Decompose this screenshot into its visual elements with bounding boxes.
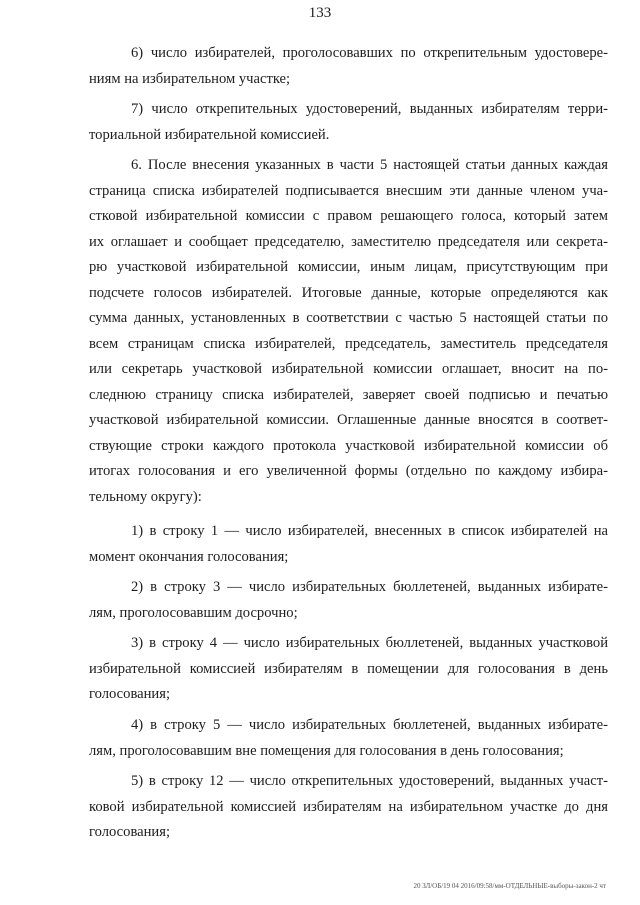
text-line: ниям на избирательном участке; — [89, 71, 291, 87]
text-line: тельному округу): — [89, 489, 202, 505]
text-line: сумма данных, установленных в соответствии с частью 5 настоящей статьи по — [89, 310, 608, 326]
text-line: подсчете голосов избирателей. Итоговые данные, которые определяются как — [89, 285, 608, 301]
text-line: 6) число избирателей, проголосовавших по открепительным удостовере- — [131, 45, 608, 61]
text-line: 4) в строку 5 — число избирательных бюллетеней, выданных избирате- — [131, 717, 608, 733]
text-line: голосования; — [89, 686, 171, 702]
text-line: или секретарь участковой избирательной комиссии оглашает, вносит на по- — [89, 361, 608, 377]
text-line: итогах голосования и его увеличенной формы (отдельно по каждому избира- — [89, 463, 608, 479]
text-line: лям, проголосовавшим досрочно; — [89, 605, 298, 621]
document-footer-code: 20 ЗЛ/ОБ/19 04 2016/09:58/мм-ОТДЕЛЬНЫЕ-выборы-закон-2 чт — [413, 882, 606, 890]
text-line: момент окончания голосования; — [89, 549, 289, 565]
text-line: 5) в строку 12 — число открепительных удостоверений, выданных участ- — [131, 773, 608, 789]
text-line: следнюю страницу списка избирателей, заверяет своей подписью и печатью — [89, 387, 608, 403]
text-line: избирательной комиссией избирателям в помещении для голосования в день — [89, 661, 608, 677]
text-line: страница списка избирателей подписывается внесшим эти данные членом уча- — [89, 183, 608, 199]
text-line: ковой избирательной комиссией избирателям на избирательном участке до дня — [89, 799, 608, 815]
text-line: 6. После внесения указанных в части 5 настоящей статьи данных каждая — [131, 157, 608, 173]
text-line: голосования; — [89, 824, 171, 840]
text-line: ториальной избирательной комиссией. — [89, 127, 330, 143]
text-line: 2) в строку 3 — число избирательных бюллетеней, выданных избирате- — [131, 579, 608, 595]
text-line: всем страницам списка избирателей, председатель, заместитель председателя — [89, 336, 608, 352]
page-number: 133 — [308, 5, 332, 21]
text-line: 3) в строку 4 — число избирательных бюллетеней, выданных участковой — [131, 635, 608, 651]
text-line: 7) число открепительных удостоверений, выданных избирателям терри- — [131, 101, 608, 117]
text-line: стковой избирательной комиссии с правом решающего голоса, который затем — [89, 208, 608, 224]
text-line: участковой избирательной комиссии. Оглашенные данные вносятся в соответ- — [89, 412, 608, 428]
text-line: 1) в строку 1 — число избирателей, внесенных в список избирателей на — [131, 523, 608, 539]
text-line: ствующие строки каждого протокола участковой избирательной комиссии об — [89, 438, 608, 454]
text-line: лям, проголосовавшим вне помещения для голосования в день голосования; — [89, 743, 564, 759]
text-line: рю участковой избирательной комиссии, иным лицам, присутствующим при — [89, 259, 608, 275]
text-line: их оглашает и сообщает председателю, заместителю председателя или секрета- — [89, 234, 608, 250]
